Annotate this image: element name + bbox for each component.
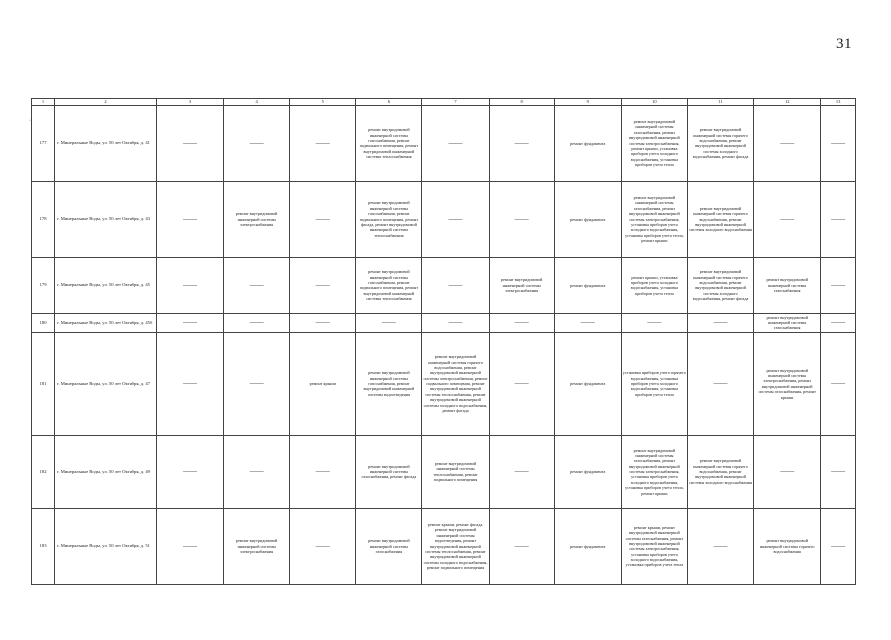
header-cell: 11: [687, 99, 753, 106]
dash-mark: ——: [182, 467, 197, 476]
work-cell: [489, 435, 554, 508]
cell-text: ремонт внутридомовой инженерной системы горячего водоснабжения, ремонт внутридомовой инженерной системы электроснабжения, ремонт подвального помещения, ремонт внутридомовой инженерной системы теплоснабжения, ремонт внутридомовой инженерной системы холодного водоснабжения, ремонт фасада: [423, 354, 488, 413]
work-cell: [356, 257, 422, 313]
dash-mark: ——: [514, 467, 529, 476]
work-cell: [821, 105, 856, 181]
cell-text: ремонт внутридомовой инженерной системы электроснабжения: [235, 211, 278, 227]
address-cell: [55, 508, 157, 584]
work-cell: [554, 181, 621, 257]
work-cell: [422, 257, 489, 313]
work-cell: [356, 332, 422, 435]
cell-text: ремонт внутридомовой инженерной системы газоснабжения: [368, 538, 410, 554]
work-cell: [422, 435, 489, 508]
row-number: [32, 105, 55, 181]
header-cell: 10: [621, 99, 687, 106]
dash-mark: ——: [580, 318, 595, 327]
table-row: [32, 181, 856, 257]
address-cell: [55, 257, 157, 313]
header-cell: 9: [554, 99, 621, 106]
header-cell: 6: [356, 99, 422, 106]
work-cell: [621, 508, 687, 584]
cell-text: ремонт фундамента: [570, 469, 606, 475]
dash-mark: ——: [448, 280, 463, 289]
dash-mark: ——: [182, 280, 197, 289]
header-cell: 3: [156, 99, 223, 106]
cell-text: ремонт фундамента: [570, 381, 606, 387]
header-cell: 2: [55, 99, 157, 106]
dash-mark: ——: [713, 318, 728, 327]
dash-mark: ——: [831, 541, 846, 550]
work-cell: [290, 313, 356, 332]
cell-text: ремонт внутридомовой инженерной системы горячего водоснабжения: [759, 538, 815, 554]
dash-mark: ——: [713, 541, 728, 550]
work-cell: [687, 332, 753, 435]
dash-mark: ——: [780, 138, 795, 147]
work-cell: [290, 435, 356, 508]
work-cell: [754, 332, 821, 435]
work-cell: [356, 105, 422, 181]
work-cell: [554, 105, 621, 181]
work-cell: [489, 332, 554, 435]
cell-text: установка приборов учета горячего водоснабжения, установка приборов учета холодного водоснабжения, установка приборов учета тепла: [622, 370, 686, 397]
cell-text: г. Минеральные Воды, ул. 50 лет Октября, д. 49: [57, 468, 150, 474]
dash-mark: ——: [448, 318, 463, 327]
row-number: [32, 257, 55, 313]
row-number: [32, 332, 55, 435]
header-row: [32, 99, 856, 106]
dash-mark: ——: [315, 280, 330, 289]
work-cell: [156, 313, 223, 332]
work-cell: [621, 257, 687, 313]
work-cell: [156, 332, 223, 435]
cell-text: ремонт внутридомовой инженерной системы газоснабжения, ремонт подвального помещения, ремонт фасада, ремонт внутридомовой инженерной системы теплоснабжения: [359, 200, 419, 238]
cell-text: 183: [39, 543, 47, 549]
cell-text: г. Минеральные Воды, ул. 50 лет Октября, д. 41: [57, 140, 150, 146]
work-cell: [554, 332, 621, 435]
cell-text: 178: [39, 216, 47, 222]
cell-text: ремонт внутридомовой инженерной системы газоснабжения: [766, 277, 808, 293]
work-cell: [821, 435, 856, 508]
cell-text: ремонт внутридомовой инженерной системы газоснабжения, ремонт внутридомовой инженерной системы электроснабжения, установка приборов учета холодного водоснабжения, установка приборов учета тепла, ремонт крыши: [625, 447, 684, 496]
cell-text: ремонт внутридомовой инженерной системы горячего водоснабжения, ремонт внутридомовой инженерной системы холодного водоснабжения, ремонт фасада: [692, 269, 749, 301]
dash-mark: ——: [249, 379, 264, 388]
dash-mark: ——: [713, 379, 728, 388]
work-cell: [489, 181, 554, 257]
repair-schedule-table: [31, 98, 856, 585]
work-cell: [754, 181, 821, 257]
table-row: [32, 508, 856, 584]
table-row: [32, 105, 856, 181]
table-row: [32, 332, 856, 435]
work-cell: [290, 257, 356, 313]
row-number: [32, 181, 55, 257]
dash-mark: ——: [249, 467, 264, 476]
dash-mark: ——: [831, 467, 846, 476]
work-cell: [687, 105, 753, 181]
address-cell: [55, 435, 157, 508]
dash-mark: ——: [831, 214, 846, 223]
work-cell: [554, 313, 621, 332]
work-cell: [224, 332, 290, 435]
cell-text: ремонт внутридомовой инженерной системы газоснабжения, ремонт внутридомовой инженерной системы водоотведения: [363, 370, 415, 397]
cell-text: ремонт внутридомовой инженерной системы газоснабжения, ремонт внутридомовой инженерной системы электроснабжения, ремонт крыши, установка приборов учета холодного водоснабжения, установка приборов учета тепла: [629, 119, 680, 168]
work-cell: [621, 332, 687, 435]
dash-mark: ——: [381, 318, 396, 327]
dash-mark: ——: [182, 379, 197, 388]
work-cell: [687, 257, 753, 313]
work-cell: [156, 257, 223, 313]
work-cell: [754, 435, 821, 508]
work-cell: [554, 257, 621, 313]
work-cell: [224, 313, 290, 332]
work-cell: [554, 435, 621, 508]
dash-mark: ——: [514, 318, 529, 327]
dash-mark: ——: [249, 138, 264, 147]
cell-text: 180: [39, 319, 47, 325]
work-cell: [290, 332, 356, 435]
work-cell: [224, 508, 290, 584]
address-cell: [55, 105, 157, 181]
work-cell: [290, 105, 356, 181]
cell-text: ремонт крыши: [309, 381, 336, 387]
cell-text: ремонт фундамента: [570, 282, 606, 288]
work-cell: [489, 508, 554, 584]
cell-text: 179: [39, 282, 47, 288]
work-cell: [224, 257, 290, 313]
dash-mark: ——: [514, 214, 529, 223]
cell-text: ремонт крыши, ремонт внутридомовой инженерной системы газоснабжения, ремонт внутридомовой инженерной системы электроснабжения, установка приборов учета холодного водоснабжения, установка приборов учета тепла: [625, 524, 684, 568]
dash-mark: ——: [514, 379, 529, 388]
work-cell: [687, 508, 753, 584]
dash-mark: ——: [448, 214, 463, 223]
work-cell: [422, 313, 489, 332]
work-cell: [489, 257, 554, 313]
cell-text: г. Минеральные Воды, ул. 50 лет Октября, д. 51: [57, 543, 150, 549]
header-cell: 1: [32, 99, 55, 106]
dash-mark: ——: [780, 214, 795, 223]
cell-text: ремонт крыши, ремонт фасада, ремонт внутридомовой инженерной системы водоотведения, ремонт внутридомовой инженерной системы теплоснабжения, ремонт внутридомовой инженерной системы холодного водоснабжения, ремонт подвального помещения: [423, 522, 488, 571]
cell-text: ремонт внутридомовой инженерной системы газоснабжения: [766, 314, 808, 331]
address-cell: [55, 181, 157, 257]
dash-mark: ——: [182, 138, 197, 147]
scan-mark: ·: [29, 118, 31, 124]
work-cell: [356, 313, 422, 332]
header-cell: 13: [821, 99, 856, 106]
cell-text: ремонт внутридомовой инженерной системы газоснабжения, ремонт внутридомовой инженерной системы электроснабжения, установка приборов учета холодного водоснабжения, установка приборов учета тепла, ремонт крыши: [625, 195, 684, 244]
cell-text: ремонт крыши, установка приборов учета холодного водоснабжения, установка приборов учета тепла: [630, 274, 679, 296]
work-cell: [621, 313, 687, 332]
work-cell: [224, 435, 290, 508]
dash-mark: ——: [315, 318, 330, 327]
dash-mark: ——: [514, 541, 529, 550]
cell-text: 177: [39, 140, 47, 146]
work-cell: [356, 181, 422, 257]
dash-mark: ——: [780, 467, 795, 476]
table-row: [32, 313, 856, 332]
work-cell: [621, 435, 687, 508]
dash-mark: ——: [647, 318, 662, 327]
work-cell: [821, 181, 856, 257]
work-cell: [356, 435, 422, 508]
table-row: [32, 257, 856, 313]
cell-text: ремонт внутридомовой инженерной системы электроснабжения, ремонт внутридомовой инженерной системы газоснабжения, ремонт крыши: [758, 367, 816, 400]
cell-text: ремонт внутридомовой инженерной системы электроснабжения: [235, 538, 278, 554]
work-cell: [687, 181, 753, 257]
work-cell: [687, 313, 753, 332]
cell-text: ремонт внутридомовой инженерной системы газоснабжения, ремонт подвального помещения, ремонт внутридомовой инженерной системы теплоснабжения: [359, 269, 419, 301]
dash-mark: ——: [182, 214, 197, 223]
cell-text: г. Минеральные Воды, ул. 50 лет Октября, д. 45б: [57, 319, 153, 325]
work-cell: [290, 181, 356, 257]
work-cell: [489, 105, 554, 181]
cell-text: ремонт внутридомовой инженерной системы газоснабжения, ремонт подвального помещения, ремонт внутридомовой инженерной системы теплоснабжения: [359, 127, 419, 159]
work-cell: [821, 257, 856, 313]
dash-mark: ——: [514, 138, 529, 147]
dash-mark: ——: [831, 318, 846, 327]
header-cell: 8: [489, 99, 554, 106]
header-cell: 5: [290, 99, 356, 106]
work-cell: [754, 508, 821, 584]
work-cell: [489, 313, 554, 332]
work-cell: [754, 313, 821, 332]
work-cell: [754, 105, 821, 181]
cell-text: ремонт фундамента: [570, 140, 606, 146]
row-number: [32, 435, 55, 508]
work-cell: [422, 181, 489, 257]
work-cell: [821, 332, 856, 435]
work-cell: [224, 105, 290, 181]
header-cell: 4: [224, 99, 290, 106]
work-cell: [621, 105, 687, 181]
cell-text: ремонт внутридомовой инженерной системы газоснабжения, ремонт фасада: [361, 463, 417, 480]
work-cell: [621, 181, 687, 257]
header-cell: 12: [754, 99, 821, 106]
work-cell: [356, 508, 422, 584]
work-cell: [156, 105, 223, 181]
cell-text: ремонт фундамента: [570, 543, 606, 549]
dash-mark: ——: [831, 280, 846, 289]
dash-mark: ——: [448, 138, 463, 147]
cell-text: ремонт внутридомовой инженерной системы горячего водоснабжения, ремонт внутридомовой инженерной системы холодного водоснабжения, ремонт фасада: [692, 127, 749, 159]
cell-text: 181: [39, 380, 47, 386]
address-cell: [55, 313, 157, 332]
work-cell: [156, 181, 223, 257]
dash-mark: ——: [315, 138, 330, 147]
dash-mark: ——: [249, 318, 264, 327]
work-cell: [156, 508, 223, 584]
row-number: [32, 313, 55, 332]
dash-mark: ——: [182, 541, 197, 550]
work-cell: [422, 105, 489, 181]
header-cell: 7: [422, 99, 489, 106]
work-cell: [422, 332, 489, 435]
cell-text: 182: [39, 468, 47, 474]
dash-mark: ——: [315, 541, 330, 550]
cell-text: ремонт внутридомовой инженерной системы горячего водоснабжения, ремонт внутридомовой инженерной системы холодного водоснабжения: [689, 205, 752, 233]
table-row: [32, 435, 856, 508]
work-cell: [821, 313, 856, 332]
cell-text: ремонт внутридомовой инженерной системы электроснабжения: [500, 277, 543, 293]
cell-text: ремонт внутридомовой инженерной системы горячего водоснабжения, ремонт внутридомовой инженерной системы холодного водоснабжения: [689, 458, 752, 485]
page-number: 31: [836, 36, 852, 52]
work-cell: [224, 181, 290, 257]
dash-mark: ——: [831, 138, 846, 147]
row-number: [32, 508, 55, 584]
dash-mark: ——: [831, 379, 846, 388]
dash-mark: ——: [182, 318, 197, 327]
address-cell: [55, 332, 157, 435]
work-cell: [290, 508, 356, 584]
work-cell: [422, 508, 489, 584]
dash-mark: ——: [315, 467, 330, 476]
work-cell: [754, 257, 821, 313]
work-cell: [687, 435, 753, 508]
cell-text: ремонт фундамента: [570, 216, 606, 222]
cell-text: г. Минеральные Воды, ул. 50 лет Октября, д. 45: [57, 282, 150, 288]
work-cell: [821, 508, 856, 584]
work-cell: [554, 508, 621, 584]
dash-mark: ——: [249, 280, 264, 289]
cell-text: г. Минеральные Воды, ул. 50 лет Октября, д. 43: [57, 216, 150, 222]
cell-text: ремонт внутридомовой инженерной системы теплоснабжения, ремонт подвального помещения: [433, 461, 478, 483]
cell-text: г. Минеральные Воды, ул. 50 лет Октября, д. 47: [57, 380, 150, 386]
work-cell: [156, 435, 223, 508]
dash-mark: ——: [315, 214, 330, 223]
